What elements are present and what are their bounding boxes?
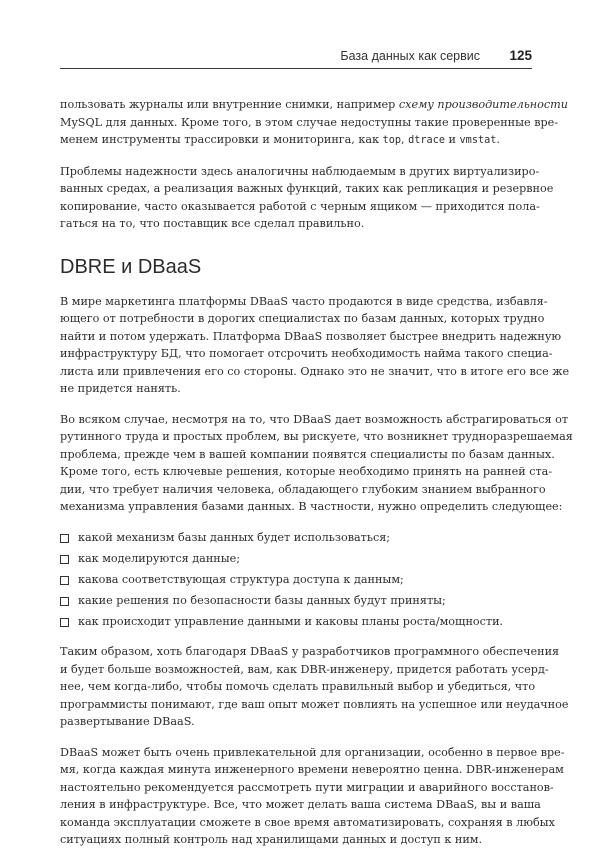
text-line: развертывание DBaaS. [60,715,195,728]
paragraph-decisions [60,411,573,516]
checkbox-bullet-icon [60,555,69,564]
bullet-list [60,529,532,631]
text-line: Кроме того, есть ключевые решения, которые необходимо принять на ранней ста- [60,465,553,478]
text-line: Во всяком случае, несмотря на то, что DBaaS дает возможность абстрагироваться от [60,412,569,426]
text-line: не придется нанять. [60,382,181,395]
list-item: как моделируются данные; [60,550,532,568]
text-line: листа или привлечения его со стороны. Однако это не значит, что в итоге его все же [60,364,570,378]
text-line: программисты понимают, где ваш опыт может повлиять на успешное или неудачное [60,697,569,711]
text-line: инфраструктуру БД, что помогает отсрочить необходимость найма такого специа- [60,347,553,360]
text-line: и будет больше возможностей, вам, как DBR-инженеру, придется работать усерд- [60,662,549,676]
page-body [60,96,573,862]
text-line: мя, когда каждая минута инженерного времени невероятно ценна. DBR-инженерам [60,763,564,776]
text-line: рутинного труда и простых проблем, вы рискуете, что возникнет трудноразрешаемая [60,430,573,443]
text-line: механизма управления базами данных. В частности, нужно определить следующее: [60,500,563,513]
running-header-title: База данных как сервис [340,49,480,63]
text-line: ситуациях полный контроль над хранилищами данных и доступ к ним. [60,833,483,846]
section-heading: DBRE и DBaaS [60,255,202,278]
code-vmstat: vmstat [459,135,497,146]
text-line: дии, что требует наличия человека, обладающего глубоким знанием выбранного [60,482,546,496]
text-line: копирование, часто оказывается работой с черным ящиком — приходится пола- [60,199,540,213]
text-line: DBaaS может быть очень привлекательной для организации, особенно в первое вре- [60,745,565,759]
text-line: настоятельно рекомендуется рассмотреть пути миграции и аварийного восстанов- [60,780,554,794]
code-dtrace: dtrace [408,135,445,146]
text-line: ющего от потребности в дорогих специалистах по базам данных, которых трудно [60,312,545,325]
code-top: top [382,135,402,146]
paragraph-developers [60,643,569,731]
paragraph-reliability [60,163,554,233]
running-header [60,46,532,69]
text-line: пользовать журналы или внутренние снимки, например схему производительности [60,98,568,111]
text-line: найти и потом удержать. Платформа DBaaS позволяет быстрее внедрить надежную [60,329,562,343]
list-item: какова соответствующая структура доступа к данным; [60,571,532,589]
paragraph-marketing [60,293,570,398]
text-line: MySQL для данных. Кроме того, в этом случае недоступны такие проверенные вре- [60,115,559,129]
checkbox-bullet-icon [60,534,69,543]
emphasis-link: схему производительности [398,98,568,111]
text-line: Таким образом, хоть благодаря DBaaS у разработчиков программного обеспечения [60,645,560,658]
text-line: команда эксплуатации сможете в свое время автоматизировать, сохраняя в любых [60,815,555,829]
page-number: 125 [509,48,532,63]
text-line: В мире маркетинга платформы DBaaS часто продаются в виде средства, избавля- [60,294,548,308]
list-item: какой механизм базы данных будет использоваться; [60,529,532,547]
list-item: какие решения по безопасности базы данных будут приняты; [60,592,532,610]
text-line: гаться на то, что поставщик все сделал правильно. [60,217,365,230]
paragraph-continued [60,96,568,150]
text-line: нее, чем когда-либо, чтобы помочь сделать правильный выбор и убедиться, что [60,680,536,693]
text-line: Проблемы надежности здесь аналогичны наблюдаемым в других виртуализиро- [60,164,540,178]
checkbox-bullet-icon [60,597,69,606]
checkbox-bullet-icon [60,618,69,627]
text-line: менем инструменты трассировки и мониторинга, как top, dtrace и vmstat. [60,133,500,146]
checkbox-bullet-icon [60,576,69,585]
text-line: ванных средах, а реализация важных функций, таких как репликация и резервное [60,182,554,195]
list-item: как происходит управление данными и каковы планы роста/мощности. [60,613,532,631]
text-line: ления в инфраструктуре. Все, что может делать ваша система DBaaS, вы и ваша [60,798,541,811]
text-line: проблема, прежде чем в вашей компании появятся специалисты по базам данных. [60,447,555,461]
paragraph-attractive [60,744,565,849]
